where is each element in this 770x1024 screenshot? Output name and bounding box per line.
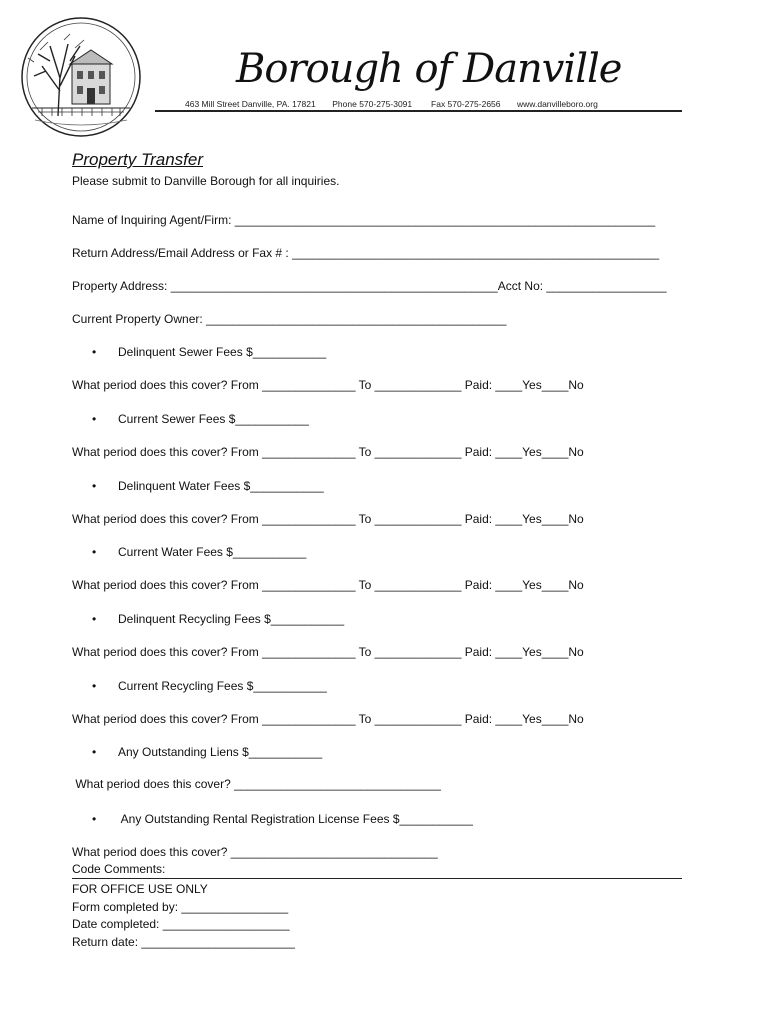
delinquent-water-period-field[interactable]: What period does this cover? From ______________ To _____________ Paid: ____Yes____No [72,512,584,526]
phone-text: Phone 570-275-3091 [332,99,413,109]
rental-registration-fees-field[interactable]: Any Outstanding Rental Registration License Fees $___________ [118,812,473,826]
delinquent-recycling-fees-field[interactable]: Delinquent Recycling Fees $___________ [118,612,345,626]
office-divider [72,878,682,879]
outstanding-liens-field[interactable]: Any Outstanding Liens $___________ [118,745,323,759]
form-title: Property Transfer [72,150,204,169]
bullet-icon: • [92,745,97,759]
return-address-field[interactable]: Return Address/Email Address or Fax # : _______________________________________________________ [72,246,660,260]
bullet-icon: • [92,412,97,426]
current-water-fees-field[interactable]: Current Water Fees $___________ [118,545,307,559]
rental-registration-period-field[interactable]: What period does this cover? _______________________________ [72,845,438,859]
bullet-icon: • [92,812,97,826]
current-water-period-field[interactable]: What period does this cover? From ______________ To _____________ Paid: ____Yes____No [72,578,584,592]
property-address-field[interactable]: Property Address: _________________________________________________Acct No: __________________ [72,279,667,293]
code-comments-label: Code Comments: [72,862,166,876]
current-sewer-period-field[interactable]: What period does this cover? From ______________ To _____________ Paid: ____Yes____No [72,445,584,459]
bullet-icon: • [92,545,97,559]
agent-firm-field[interactable]: Name of Inquiring Agent/Firm: _______________________________________________________________ [72,213,656,227]
bullet-icon: • [92,479,97,493]
property-owner-field[interactable]: Current Property Owner: _____________________________________________ [72,312,507,326]
current-sewer-fees-field[interactable]: Current Sewer Fees $___________ [118,412,309,426]
delinquent-water-fees-field[interactable]: Delinquent Water Fees $___________ [118,479,324,493]
date-completed-field[interactable]: Date completed: ___________________ [72,917,290,931]
current-recycling-period-field[interactable]: What period does this cover? From ______________ To _____________ Paid: ____Yes____No [72,712,584,726]
delinquent-sewer-fees-field[interactable]: Delinquent Sewer Fees $___________ [118,345,327,359]
contact-line [185,99,598,109]
office-use-heading: FOR OFFICE USE ONLY [72,882,208,896]
current-recycling-fees-field[interactable]: Current Recycling Fees $___________ [118,679,327,693]
delinquent-sewer-period-field[interactable]: What period does this cover? From ______________ To _____________ Paid: ____Yes____No [72,378,584,392]
return-date-field[interactable]: Return date: _______________________ [72,935,295,949]
page-title: Borough of Danville [236,46,622,92]
borough-seal-logo [20,16,142,138]
bullet-icon: • [92,612,97,626]
bullet-icon: • [92,679,97,693]
header-divider [155,110,682,112]
outstanding-liens-period-field[interactable]: What period does this cover? _______________________________ [72,777,441,791]
delinquent-recycling-period-field[interactable]: What period does this cover? From ______________ To _____________ Paid: ____Yes____No [72,645,584,659]
form-completed-by-field[interactable]: Form completed by: ________________ [72,900,289,914]
website-link[interactable]: www.danvilleboro.org [517,99,598,109]
form-instruction: Please submit to Danville Borough for all inquiries. [72,174,340,188]
address-text: 463 Mill Street Danville, PA. 17821 [185,99,316,109]
bullet-icon: • [92,345,97,359]
fax-text: Fax 570-275-2656 [431,99,501,109]
